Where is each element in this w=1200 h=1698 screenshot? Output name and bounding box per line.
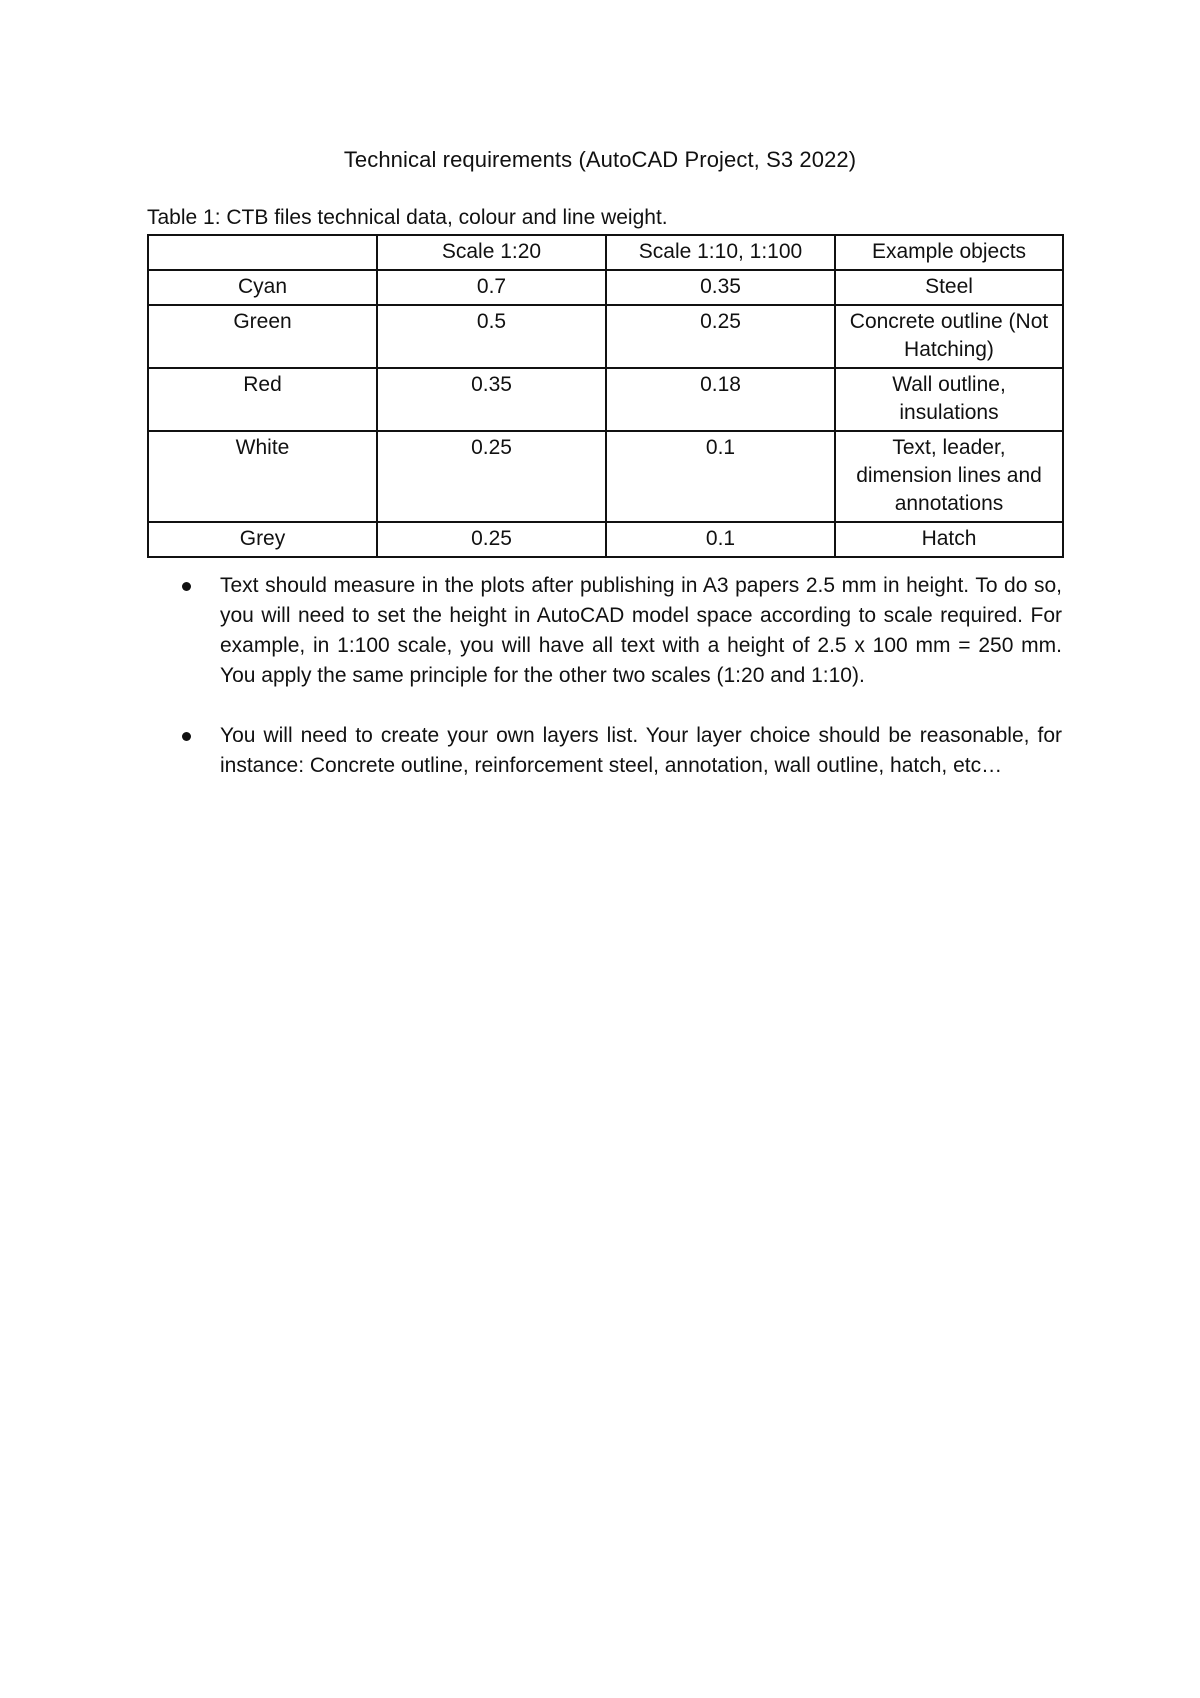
cell-scale-1-20: 0.25 — [377, 431, 606, 522]
cell-colour: White — [148, 431, 377, 522]
cell-colour: Red — [148, 368, 377, 431]
cell-colour: Green — [148, 305, 377, 368]
cell-scale-1-10-1-100: 0.18 — [606, 368, 835, 431]
table-row — [148, 368, 1063, 431]
list-item-text: You will need to create your own layers list. Your layer choice should be reasonable, for instance: Concrete outline, reinforcement steel, annotation, wall outline, hatch, etc… — [220, 724, 1062, 777]
table-caption: Table 1: CTB files technical data, colour and line weight. — [147, 206, 668, 229]
table-row — [148, 431, 1063, 522]
page-title: Technical requirements (AutoCAD Project, S3 2022) — [343, 147, 857, 172]
cell-example-objects: Concrete outline (Not Hatching) — [835, 305, 1063, 368]
list-item-text: Text should measure in the plots after publishing in A3 papers 2.5 mm in height. To do so, you will need to set the height in AutoCAD model space according to scale required. For example, in 1:100 scale, you will have all text with a height of 2.5 x 100 mm = 250 mm. You apply the same principle for the other two scales (1:20 and 1:10). — [220, 574, 1062, 687]
cell-scale-1-10-1-100: 0.1 — [606, 431, 835, 522]
cell-scale-1-20: 0.35 — [377, 368, 606, 431]
table-row — [148, 522, 1063, 557]
header-cell-scale-1-10-1-100: Scale 1:10, 1:100 — [606, 235, 835, 270]
cell-colour: Cyan — [148, 270, 377, 305]
cell-scale-1-10-1-100: 0.35 — [606, 270, 835, 305]
header-cell-example-objects: Example objects — [835, 235, 1063, 270]
cell-scale-1-20: 0.5 — [377, 305, 606, 368]
header-cell-colour — [148, 235, 377, 270]
cell-scale-1-20: 0.7 — [377, 270, 606, 305]
cell-example-objects: Steel — [835, 270, 1063, 305]
bullet-icon — [182, 732, 191, 741]
list-item — [180, 721, 1062, 781]
cell-scale-1-10-1-100: 0.1 — [606, 522, 835, 557]
cell-example-objects: Text, leader, dimension lines and annotations — [835, 431, 1063, 522]
table-row — [148, 270, 1063, 305]
list-item — [180, 571, 1062, 691]
cell-example-objects: Wall outline, insulations — [835, 368, 1063, 431]
cell-example-objects: Hatch — [835, 522, 1063, 557]
requirements-list — [180, 571, 1062, 811]
cell-scale-1-20: 0.25 — [377, 522, 606, 557]
ctb-table — [147, 234, 1064, 558]
cell-scale-1-10-1-100: 0.25 — [606, 305, 835, 368]
table-row — [148, 305, 1063, 368]
cell-colour: Grey — [148, 522, 377, 557]
bullet-icon — [182, 582, 191, 591]
table-header-row — [148, 235, 1063, 270]
header-cell-scale-1-20: Scale 1:20 — [377, 235, 606, 270]
